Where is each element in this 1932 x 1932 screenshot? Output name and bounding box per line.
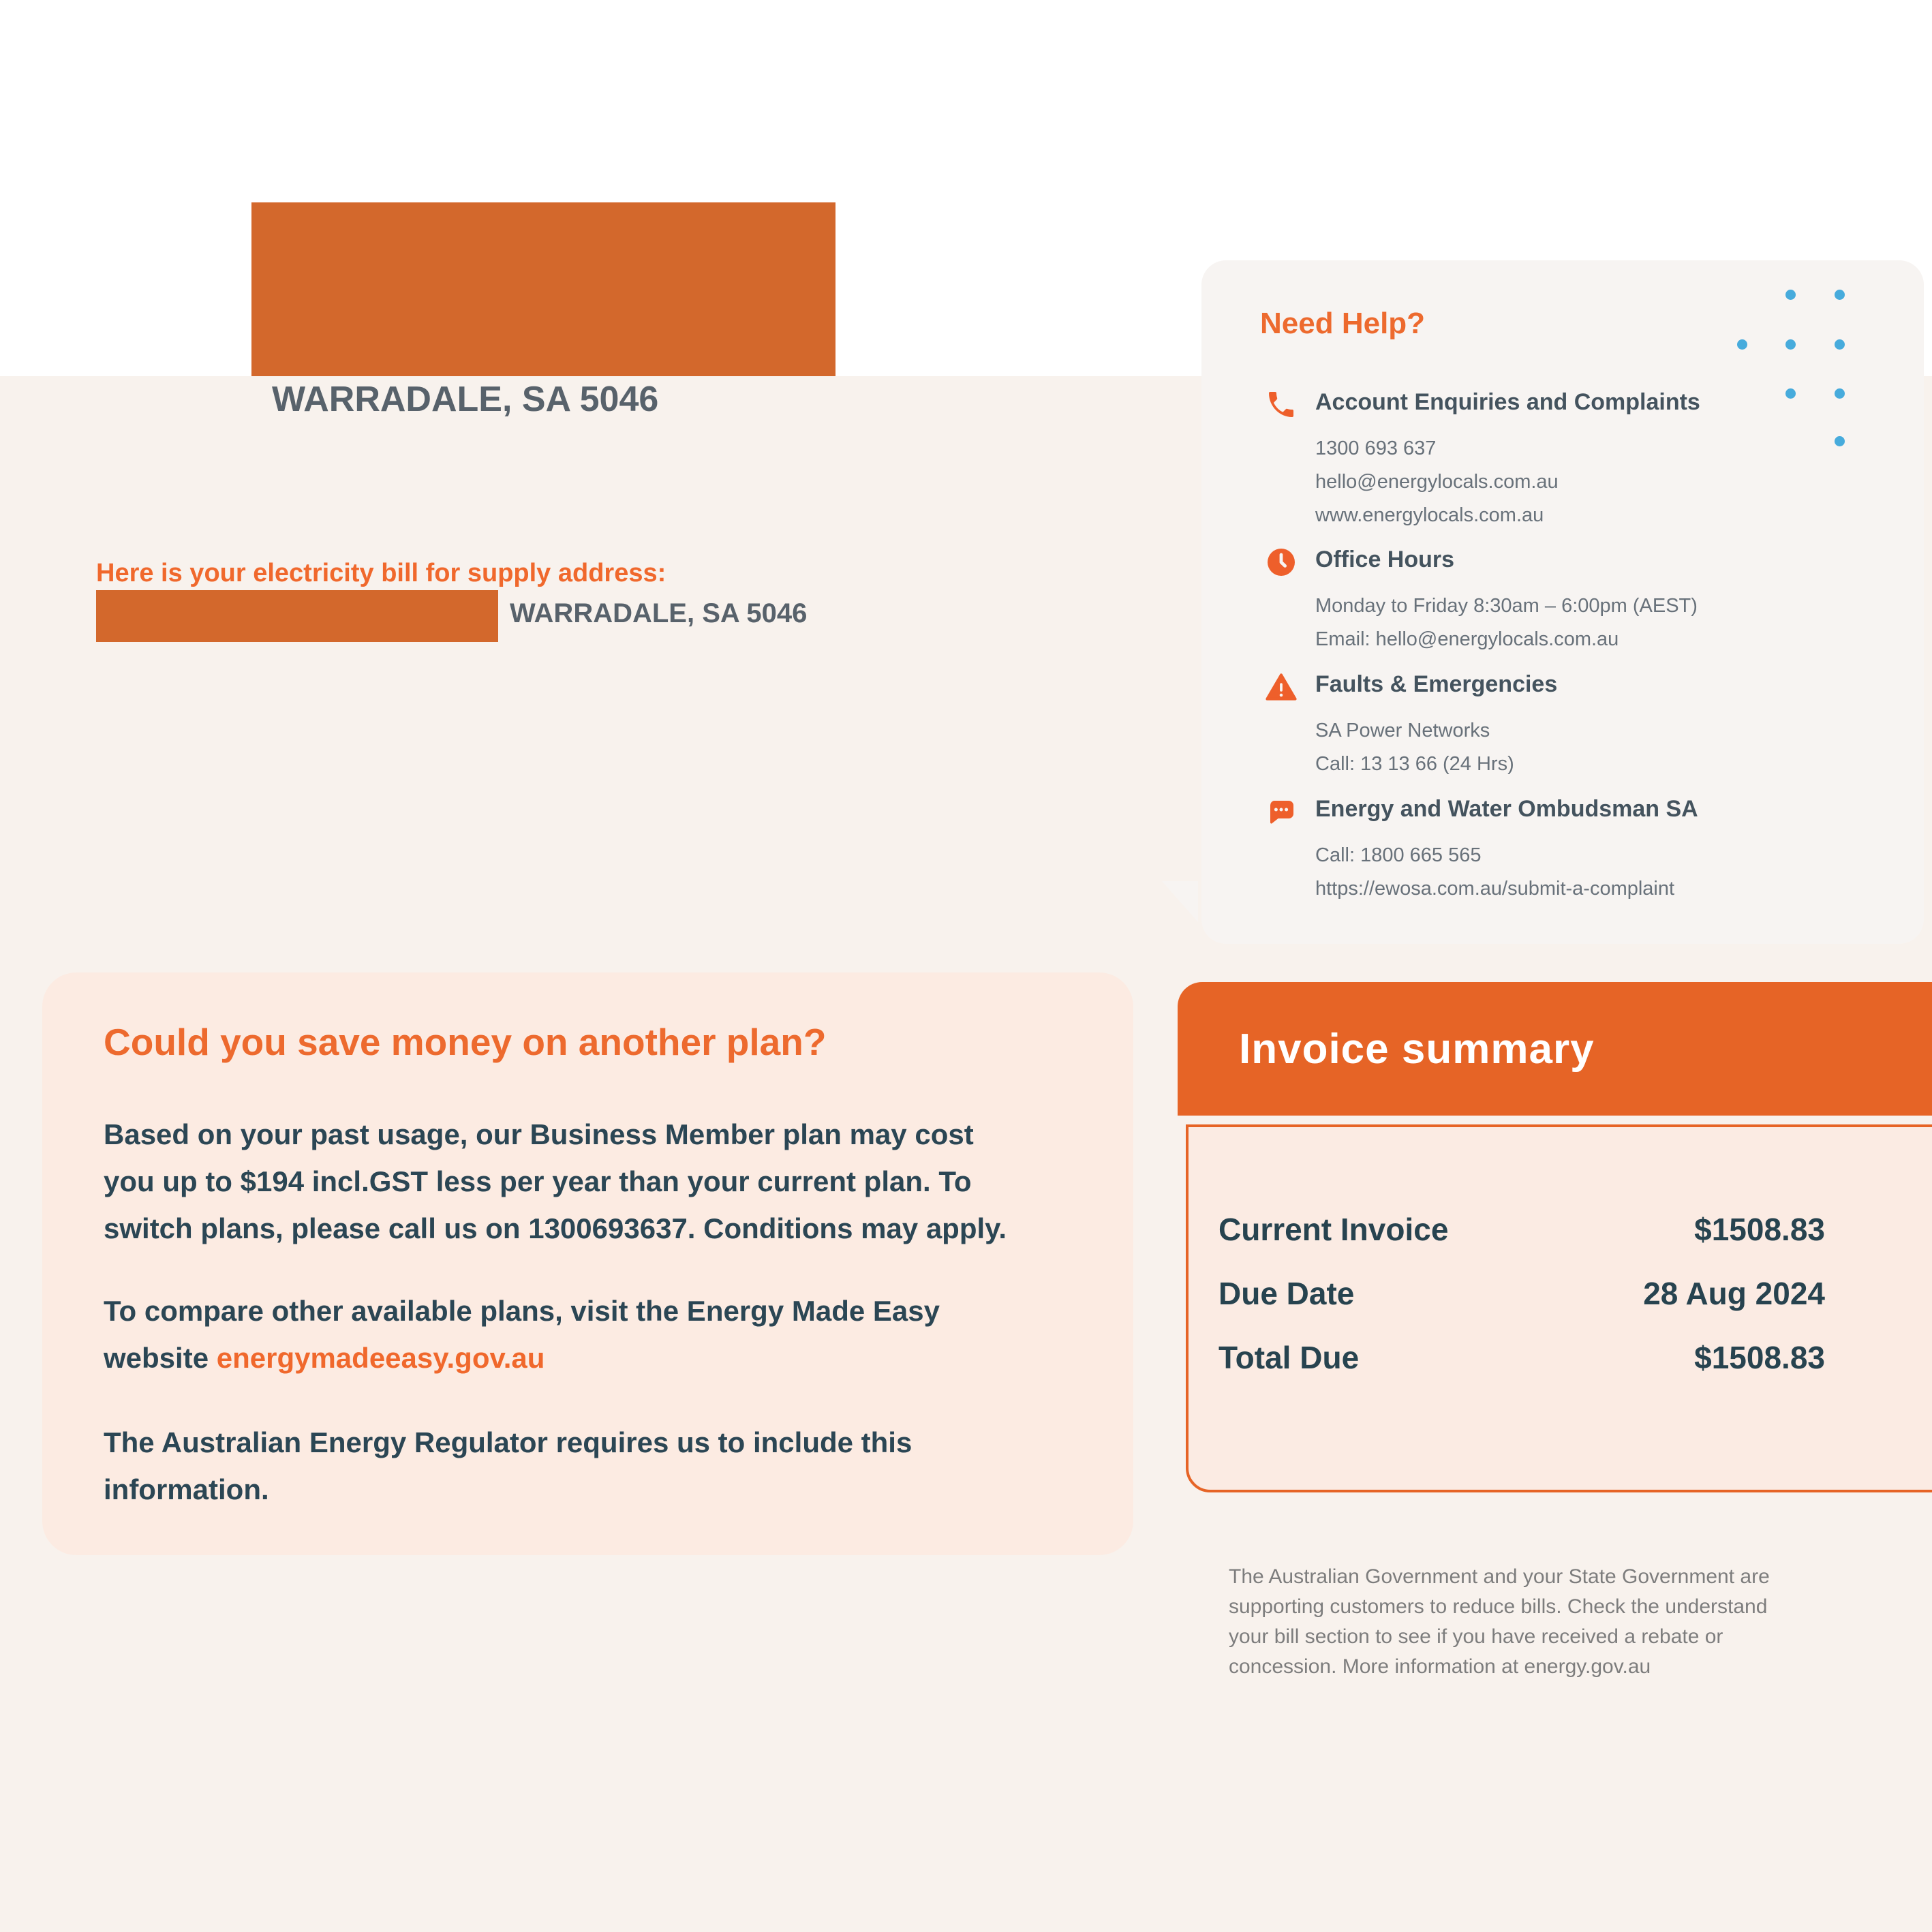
invoice-row-value: 28 Aug 2024 xyxy=(1643,1276,1825,1311)
decorative-dot xyxy=(1835,290,1845,300)
invoice-row-label: Due Date xyxy=(1218,1276,1355,1311)
paragraph-line: switch plans, please call us on 1300693637. Conditions may apply. xyxy=(104,1212,1007,1244)
section-title: Faults & Emergencies xyxy=(1315,671,1558,697)
invoice-row-total-due xyxy=(1218,1338,1825,1377)
recipient-locality: WARRADALE, SA 5046 xyxy=(272,380,659,419)
chat-icon xyxy=(1265,795,1298,828)
savings-card-title: Could you save money on another plan? xyxy=(104,1021,827,1063)
footnote-line: concession. More information at energy.gov.au xyxy=(1229,1655,1651,1678)
redacted-recipient-block xyxy=(251,202,835,376)
ombudsman-phone: Call: 1800 665 565 xyxy=(1315,844,1482,866)
invoice-summary-title: Invoice summary xyxy=(1239,1025,1595,1073)
clock-icon xyxy=(1265,546,1298,579)
decorative-dot xyxy=(1835,339,1845,350)
invoice-row-label: Total Due xyxy=(1218,1340,1360,1375)
decorative-dot xyxy=(1737,339,1747,350)
phone-icon xyxy=(1265,388,1298,421)
network-operator: SA Power Networks xyxy=(1315,720,1490,741)
savings-paragraph-usage xyxy=(104,1111,1007,1252)
phone-number: 1300 693 637 xyxy=(1315,438,1437,459)
invoice-row-value: $1508.83 xyxy=(1694,1212,1825,1247)
office-hours: Monday to Friday 8:30am – 6:00pm (AEST) xyxy=(1315,595,1698,617)
warning-icon xyxy=(1265,671,1298,703)
invoice-summary-header xyxy=(1178,982,1932,1116)
need-help-section-ombudsman xyxy=(1265,795,1865,906)
invoice-summary-rows xyxy=(1218,1210,1825,1402)
ombudsman-url: https://ewosa.com.au/submit-a-complaint xyxy=(1315,878,1675,900)
supply-address-intro: Here is your electricity bill for supply address: xyxy=(96,559,666,587)
section-title: Office Hours xyxy=(1315,547,1455,572)
footnote-line: supporting customers to reduce bills. Check the understand xyxy=(1229,1595,1768,1618)
supply-address-locality: WARRADALE, SA 5046 xyxy=(510,598,808,628)
need-help-section-faults xyxy=(1265,671,1865,781)
need-help-section-account-enquiries xyxy=(1265,388,1865,532)
paragraph-text: website xyxy=(104,1342,217,1374)
government-support-footnote xyxy=(1229,1562,1770,1682)
invoice-row-label: Current Invoice xyxy=(1218,1212,1449,1247)
paragraph-line: information. xyxy=(104,1473,269,1505)
faults-phone: Call: 13 13 66 (24 Hrs) xyxy=(1315,753,1514,775)
footnote-line: The Australian Government and your State Government are xyxy=(1229,1565,1770,1588)
paragraph-line xyxy=(104,1334,940,1381)
need-help-title: Need Help? xyxy=(1260,307,1426,340)
paragraph-line: Based on your past usage, our Business Member plan may cost xyxy=(104,1118,974,1150)
savings-paragraph-compare xyxy=(104,1287,940,1381)
section-title: Account Enquiries and Complaints xyxy=(1315,389,1700,415)
invoice-row-current xyxy=(1218,1210,1825,1248)
paragraph-line: To compare other available plans, visit the Energy Made Easy xyxy=(104,1295,940,1327)
savings-offer-card xyxy=(42,972,1133,1555)
energy-made-easy-link[interactable]: energymadeeasy.gov.au xyxy=(216,1342,545,1374)
footnote-line: your bill section to see if you have received a rebate or xyxy=(1229,1625,1723,1648)
section-title: Energy and Water Ombudsman SA xyxy=(1315,796,1698,822)
need-help-section-office-hours xyxy=(1265,546,1865,656)
invoice-row-due-date xyxy=(1218,1274,1825,1313)
decorative-dot xyxy=(1785,339,1796,350)
invoice-row-value: $1508.83 xyxy=(1694,1340,1825,1375)
savings-paragraph-regulator xyxy=(104,1419,912,1513)
email-address: hello@energylocals.com.au xyxy=(1315,471,1559,493)
office-email: Email: hello@energylocals.com.au xyxy=(1315,628,1619,650)
redacted-street-address-block xyxy=(96,590,498,642)
website-url: www.energylocals.com.au xyxy=(1315,504,1544,526)
paragraph-line: you up to $194 incl.GST less per year than your current plan. To xyxy=(104,1165,972,1197)
decorative-dot xyxy=(1785,290,1796,300)
paragraph-line: The Australian Energy Regulator requires us to include this xyxy=(104,1426,913,1458)
